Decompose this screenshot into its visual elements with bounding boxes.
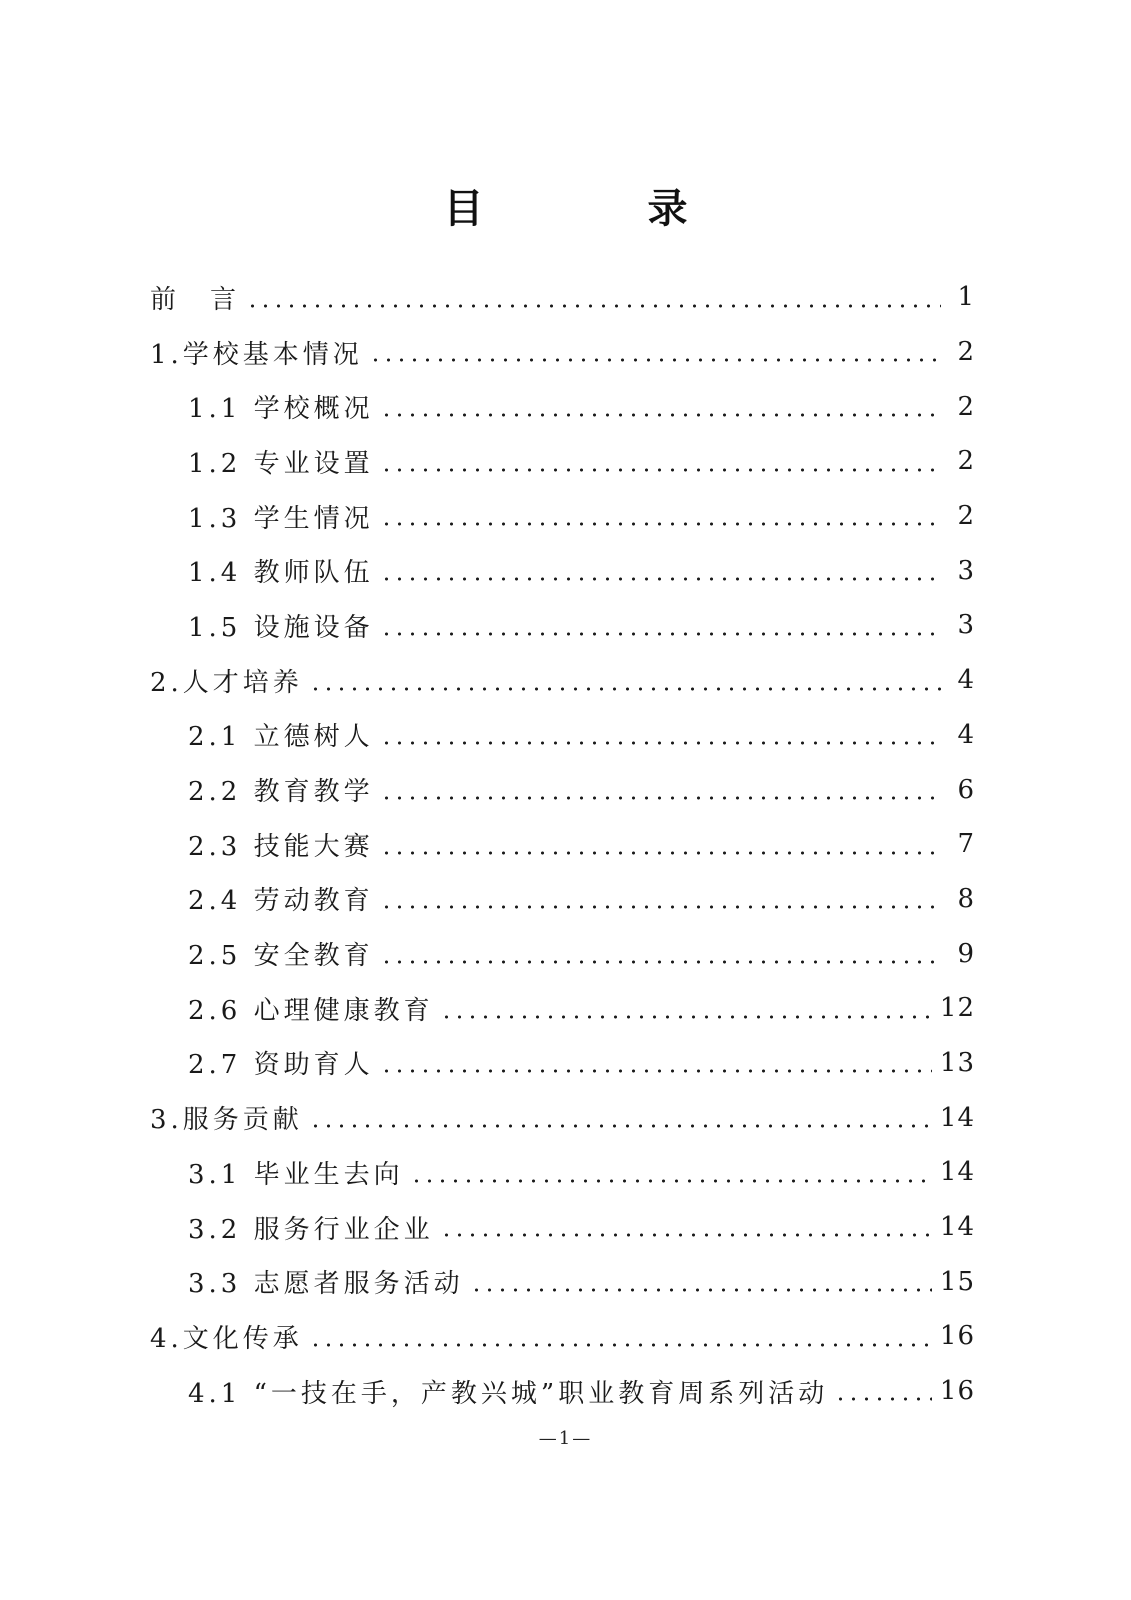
toc-entry[interactable] xyxy=(150,708,975,763)
toc-entry[interactable] xyxy=(150,817,975,872)
toc-entry[interactable] xyxy=(150,653,975,708)
toc-entry-page-number: 16 xyxy=(939,1376,975,1407)
dot-leader xyxy=(440,1015,932,1019)
table-of-contents xyxy=(150,270,975,1418)
toc-entry[interactable] xyxy=(150,270,975,325)
toc-entry-label: 前 言 xyxy=(150,279,246,316)
dot-leader xyxy=(380,905,941,909)
toc-entry-label: 1.1 学校概况 xyxy=(188,388,380,425)
dot-leader xyxy=(470,1288,932,1292)
page-number: —1— xyxy=(538,1428,593,1449)
toc-entry[interactable] xyxy=(150,926,975,981)
toc-entry-label: 4.文化传承 xyxy=(150,1318,309,1355)
dot-leader xyxy=(410,1179,932,1183)
toc-entry-page-number: 2 xyxy=(957,446,975,477)
dot-leader xyxy=(440,1233,932,1237)
dot-leader xyxy=(380,960,941,964)
toc-entry[interactable] xyxy=(150,598,975,653)
dot-leader xyxy=(380,522,941,526)
dot-leader xyxy=(380,413,941,417)
dot-leader xyxy=(380,577,941,581)
toc-entry-page-number: 2 xyxy=(957,391,975,422)
toc-entry-page-number: 6 xyxy=(957,774,975,805)
toc-entry-label: 2.人才培养 xyxy=(150,662,309,699)
toc-entry-page-number: 12 xyxy=(939,993,975,1024)
dot-leader xyxy=(834,1397,932,1401)
toc-entry-page-number: 14 xyxy=(939,1212,975,1243)
dot-leader xyxy=(309,1124,932,1128)
dot-leader xyxy=(380,468,941,472)
dot-leader xyxy=(380,851,941,855)
toc-entry[interactable] xyxy=(150,543,975,598)
dot-leader xyxy=(309,687,941,691)
toc-entry-page-number: 2 xyxy=(957,337,975,368)
toc-entry-page-number: 1 xyxy=(957,282,975,313)
toc-entry-page-number: 4 xyxy=(957,665,975,696)
toc-entry[interactable] xyxy=(150,379,975,434)
toc-entry-label: 2.3 技能大赛 xyxy=(188,826,380,863)
toc-entry-page-number: 15 xyxy=(939,1266,975,1297)
toc-entry[interactable] xyxy=(150,1090,975,1145)
toc-entry[interactable] xyxy=(150,1364,975,1419)
toc-entry-label: 2.4 劳动教育 xyxy=(188,880,380,917)
toc-entry[interactable] xyxy=(150,762,975,817)
toc-entry-label: 2.7 资助育人 xyxy=(188,1044,380,1081)
toc-entry-label: 2.1 立德树人 xyxy=(188,716,380,753)
dot-leader xyxy=(380,796,941,800)
toc-entry-page-number: 16 xyxy=(939,1321,975,1352)
toc-entry-page-number: 9 xyxy=(957,938,975,969)
toc-entry-page-number: 3 xyxy=(957,610,975,641)
toc-entry-label: 3.2 服务行业企业 xyxy=(188,1209,440,1246)
dot-leader xyxy=(380,741,941,745)
dot-leader xyxy=(246,304,941,308)
toc-entry-label: 4.1 “一技在手，产教兴城”职业教育周系列活动 xyxy=(188,1373,834,1410)
toc-entry-label: 1.学校基本情况 xyxy=(150,334,369,371)
toc-entry-page-number: 13 xyxy=(939,1047,975,1078)
toc-entry[interactable] xyxy=(150,489,975,544)
toc-entry[interactable] xyxy=(150,1200,975,1255)
dot-leader xyxy=(369,358,941,362)
toc-entry-label: 2.5 安全教育 xyxy=(188,935,380,972)
toc-entry-label: 1.5 设施设备 xyxy=(188,607,380,644)
toc-entry[interactable] xyxy=(150,1145,975,1200)
toc-entry[interactable] xyxy=(150,872,975,927)
toc-entry-page-number: 4 xyxy=(957,719,975,750)
toc-entry[interactable] xyxy=(150,1254,975,1309)
toc-entry[interactable] xyxy=(150,981,975,1036)
dot-leader xyxy=(380,632,941,636)
toc-entry-label: 1.4 教师队伍 xyxy=(188,552,380,589)
toc-entry-label: 3.1 毕业生去向 xyxy=(188,1154,410,1191)
toc-entry[interactable] xyxy=(150,1309,975,1364)
toc-entry[interactable] xyxy=(150,325,975,380)
toc-entry-page-number: 8 xyxy=(957,883,975,914)
page-title: 目 录 xyxy=(443,186,750,232)
toc-entry-label: 1.2 专业设置 xyxy=(188,443,380,480)
toc-entry-page-number: 2 xyxy=(957,501,975,532)
toc-entry-page-number: 14 xyxy=(939,1157,975,1188)
toc-entry-label: 2.2 教育教学 xyxy=(188,771,380,808)
toc-entry[interactable] xyxy=(150,434,975,489)
toc-entry-label: 2.6 心理健康教育 xyxy=(188,990,440,1027)
toc-entry-label: 3.服务贡献 xyxy=(150,1099,309,1136)
toc-entry-page-number: 3 xyxy=(957,555,975,586)
toc-entry-label: 3.3 志愿者服务活动 xyxy=(188,1263,470,1300)
dot-leader xyxy=(309,1343,932,1347)
dot-leader xyxy=(380,1069,932,1073)
toc-entry-page-number: 14 xyxy=(939,1102,975,1133)
toc-entry-label: 1.3 学生情况 xyxy=(188,498,380,535)
toc-entry-page-number: 7 xyxy=(957,829,975,860)
toc-entry[interactable] xyxy=(150,1036,975,1091)
